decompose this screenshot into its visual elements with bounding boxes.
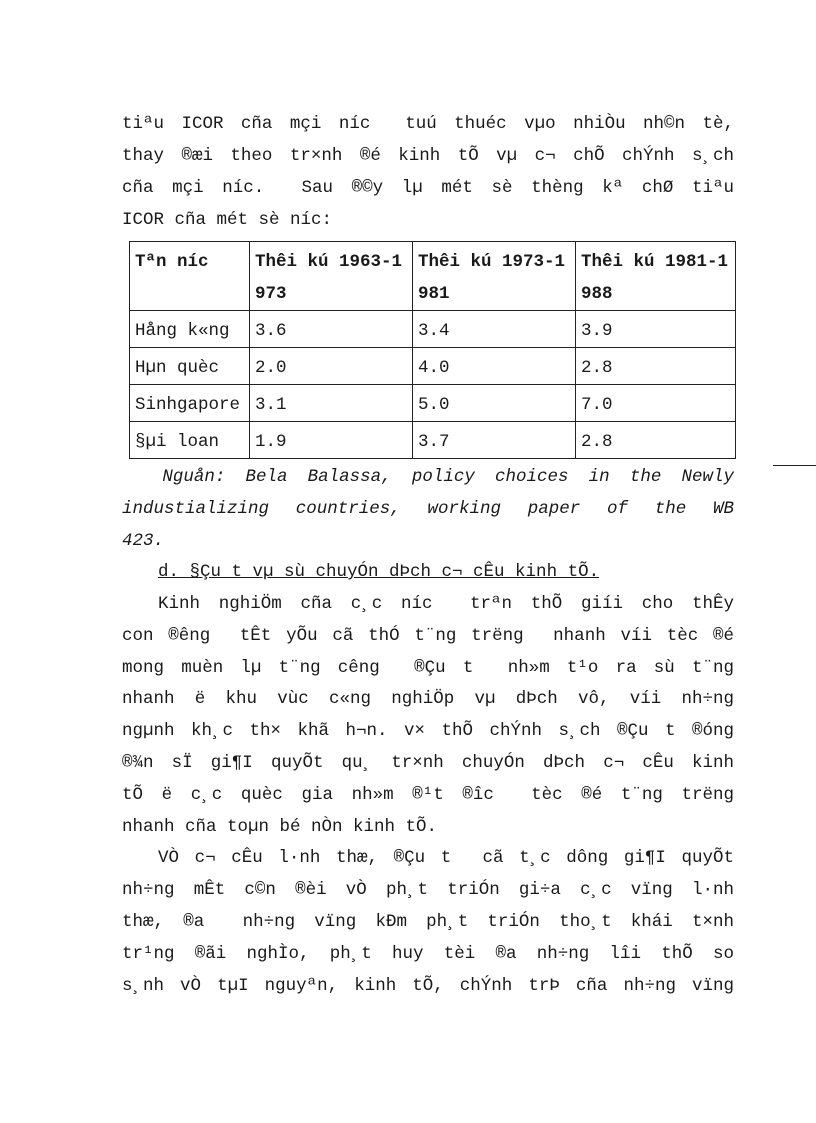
- table-header-cell: Thêi kú 1973-1981: [413, 242, 576, 311]
- section-heading: d. §Çu t vµ sù chuyÓn dÞch c¬ cÊu kinh tÕ.: [158, 562, 600, 582]
- table-cell: 2.8: [576, 422, 736, 459]
- table-cell: 5.0: [413, 385, 576, 422]
- table-header-cell: Thêi kú 1963-1973: [250, 242, 413, 311]
- text-line: tr¹ng ®ãi nghÌo, ph¸t huy tèi ®a nh÷ng lîi thÕ so: [122, 944, 734, 964]
- table-cell: 3.9: [576, 311, 736, 348]
- text-line: Kinh nghiÖm cña c¸c níc trªn thÕ giíi cho thÊy: [158, 594, 734, 614]
- table-cell: 3.6: [250, 311, 413, 348]
- table-row: [130, 385, 736, 422]
- table-header-cell: Thêi kú 1981-1988: [576, 242, 736, 311]
- text-line: ngµnh kh¸c th× khã h¬n. v× thÕ chÝnh s¸ch ®Çu t ®óng: [122, 721, 734, 741]
- text-line: thay ®æi theo tr×nh ®é kinh tÕ vµ c¬ chÕ chÝnh s¸ch: [122, 146, 734, 166]
- text-line: cña mçi níc. Sau ®©y lµ mét sè thèng kª chØ tiªu: [122, 178, 734, 198]
- table-row: [130, 422, 736, 459]
- text-line: tiªu ICOR cña mçi níc tuú thuéc vµo nhiÒu nh©n tè,: [122, 114, 734, 134]
- text-line: mong muèn lµ t¨ng cêng ®Çu t nh»m t¹o ra sù t¨ng: [122, 658, 734, 678]
- table-cell: Hµn quèc: [130, 348, 250, 385]
- text-line: thæ, ®a nh÷ng vïng kÐm ph¸t triÓn tho¸t khái t×nh: [122, 912, 734, 932]
- text-line: ICOR cña mét sè níc:: [122, 210, 333, 230]
- table-cell: 7.0: [576, 385, 736, 422]
- text-line: 423.: [122, 531, 165, 551]
- text-line: con ®êng tÊt yÕu cã thÓ t¨ng trëng nhanh víi tèc ®é: [122, 626, 734, 646]
- table-header-row: [130, 242, 736, 311]
- table-header-cell: Tªn níc: [130, 242, 250, 311]
- text-line: ®¾n sÏ gi¶I quyÕt qu¸ tr×nh chuyÓn dÞch c¬ cÊu kinh: [122, 753, 734, 773]
- text-line: nhanh ë khu vùc c«ng nghiÖp vµ dÞch vô, víi nh÷ng: [122, 689, 734, 709]
- table-cell: 1.9: [250, 422, 413, 459]
- text-line: tÕ ë c¸c quèc gia nh»m ®¹t ®îc tèc ®é t¨ng trëng: [122, 785, 734, 805]
- text-line: nh÷ng mÊt c©n ®èi vÒ ph¸t triÓn gi÷a c¸c vïng l·nh: [122, 880, 734, 900]
- table-cell: 3.4: [413, 311, 576, 348]
- table-cell: 3.1: [250, 385, 413, 422]
- text-line: nhanh cña toµn bé nÒn kinh tÕ.: [122, 817, 438, 837]
- table-cell: §µi loan: [130, 422, 250, 459]
- text-line: VÒ c¬ cÊu l·nh thæ, ®Çu t cã t¸c dông gi¶I quyÕt: [158, 848, 734, 868]
- table-cell: 2.0: [250, 348, 413, 385]
- table-cell: Hång k«ng: [130, 311, 250, 348]
- text-line: s¸nh vÒ tµI nguyªn, kinh tÕ, chÝnh trÞ cña nh÷ng vïng: [122, 976, 734, 996]
- table-row: [130, 311, 736, 348]
- table-cell: 3.7: [413, 422, 576, 459]
- text-line: Nguån: Bela Balassa, policy choices in the Newly: [122, 467, 734, 487]
- table-cell: 4.0: [413, 348, 576, 385]
- table-cell: Sinhgapore: [130, 385, 250, 422]
- icor-table: [129, 241, 736, 459]
- table-cell: 2.8: [576, 348, 736, 385]
- text-line: industializing countries, working paper of the WB: [122, 499, 734, 519]
- table-row: [130, 348, 736, 385]
- table-bottom-rule: [773, 465, 816, 466]
